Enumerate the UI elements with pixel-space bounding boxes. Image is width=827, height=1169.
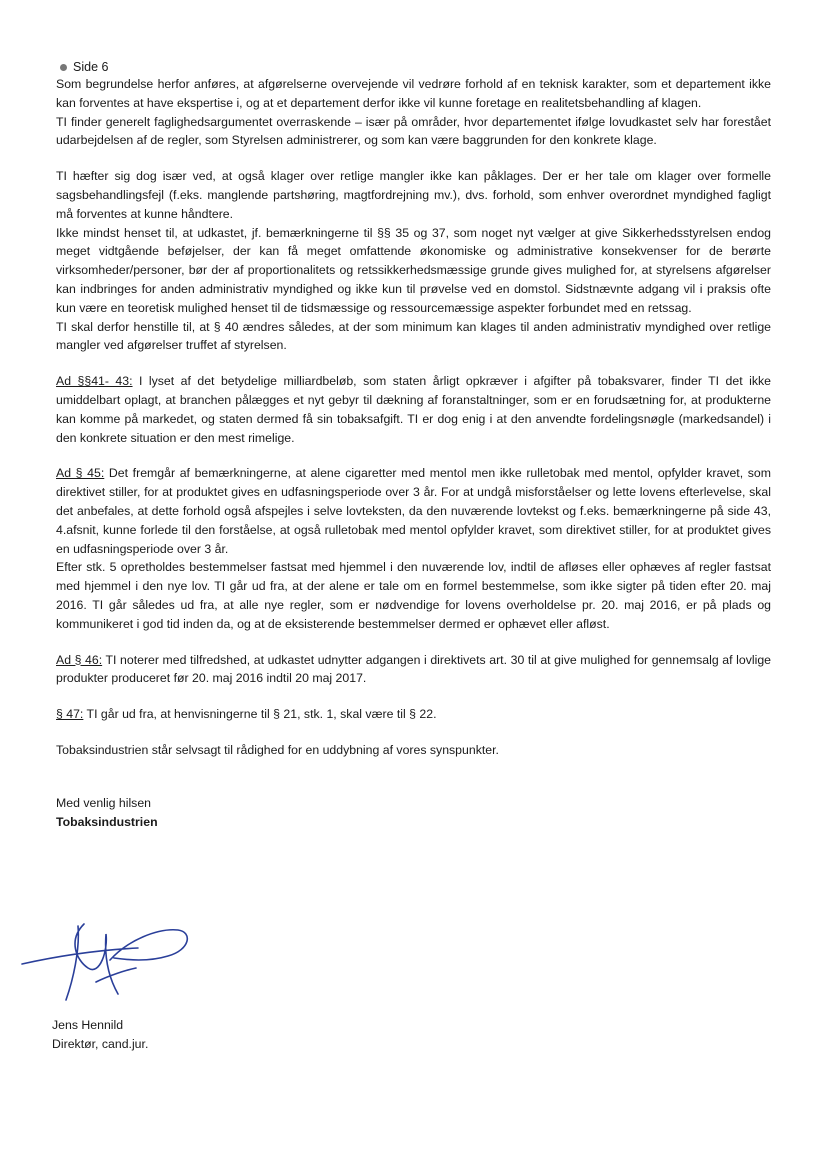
paragraph-11: Tobaksindustrien står selvsagt til rådighed for en uddybning af vores synspunkter. [56,742,499,757]
page-label: Side 6 [73,60,109,74]
paragraph-4: Ikke mindst henset til, at udkastet, jf. bemærkningerne til §§ 35 og 37, som noget nyt vælger at give Sikkerhedsstyrelsen endog meget vidtgående beføjelser, der kan få meget omfattende økonomiske og administrative konsekvenser for de berørte virksomheder/personer, bør der af proportionalitets og retssikkerhedsmæssige grunde gives mulighed for, at styrelsens afgørelser kan indbringes for anden administrativ myndighed og ikke kun til prøvelse ved en domstol. Sidstnævnte adgang vil i praksis ofte kun være en teoretisk mulighed henset til de tidsmæssige og ressourcemæssige aspekter forbundet med en retssag. [56,225,771,315]
paragraph-text: TI noterer med tilfredshed, at udkastet udnytter adgangen i direktivets art. 30 til at give mulighed for gennemsalg af lovlige produkter produceret før 20. maj 2016 indtil 20 maj 2017. [56,652,771,686]
paragraph-6 [56,372,771,447]
paragraph-2: TI finder generelt faglighedsargumentet overraskende – især på områder, hvor departementet ifølge lovudkastet selv har forestået udarbejdelsen af de regler, som Styrelsen administrerer, og som kan være baggrunden for den konkrete klage. [56,114,771,148]
paragraph-3: TI hæfter sig dog især ved, at også klager over retlige mangler ikke kan påklages. Der er her tale om klager over formelle sagsbehandlingsfejl (f.eks. manglende partshøring, magtfordrejning mv.), dvs. forhold, som enhver overordnet myndighed fagligt må forventes at kunne håndtere. [56,169,771,221]
paragraph-text: Det fremgår af bemærkningerne, at alene cigaretter med mentol men ikke rulletobak med mentol, opfylder kravet, som direktivet stiller, for at produktet gives en udfasningsperiode over 3 år. For at undgå misforståelser og lette lovens efterlevelse, skal det anbefales, at dette forhold også afspejles i selve lovteksten, da den nuværende lovtekst og f.eks. bemærkningerne på side 43, 4.afsnit, kunne forlede til den forståelse, at også rulletobak med mentol opfylder kravet, som direktivet stiller, for at produktet gives en udfasningsperiode over 3 år. [56,466,771,556]
page-header [56,60,771,74]
letter-page [56,60,771,831]
paragraph-10 [56,705,771,724]
handwritten-signature [18,920,218,1030]
signer-name: Jens Hennild [52,1018,124,1032]
organization-name: Tobaksindustrien [56,814,158,829]
section-label: Ad § 45: [56,466,105,481]
section-label: Ad § 46: [56,652,103,667]
bullet-icon [60,64,67,71]
paragraph-8: Efter stk. 5 opretholdes bestemmelser fastsat med hjemmel i den nuværende lov, indtil de afløses eller ophæves af regler fastsat med hjemmel i den nye lov. TI går ud fra, at der alene er tale om en formel bestemmelse, som ikke sigter på tiden efter 20. maj 2016. TI går således ud fra, at alle nye regler, som er nødvendige for lovens overholdelse pr. 20. maj 2016, er på plads og kommunikeret i god tid inden da, og at de eksisterende bestemmelser dermed er ophævet eller afløst. [56,560,771,631]
section-label: Ad §§41- 43: [56,374,133,389]
greeting: Med venlig hilsen [56,795,152,810]
paragraph-1: Som begrundelse herfor anføres, at afgørelserne overvejende vil vedrøre forhold af en teknisk karakter, som et departement ikke kan forventes at have ekspertise i, og at et departement derfor ikke vil kunne foretage en realitetsbehandling af klagen. [56,77,771,110]
section-label: § 47: [56,707,84,722]
paragraph-5: TI skal derfor henstille til, at § 40 ændres således, at der som minimum kan klages til anden administrativ myndighed over retlige mangler ved afgørelser truffet af styrelsen. [56,319,771,353]
signoff [56,794,771,832]
signer-block [52,1016,148,1054]
signer-title: Direktør, cand.jur. [52,1037,149,1051]
paragraph-text: I lyset af det betydelige milliardbeløb, som staten årligt opkræver i afgifter på tobaksvarer, finder TI det ikke umiddelbart oplagt, at branchen pålægges et nyt gebyr til dækning af foranstaltninger, som er en forudsætning for, at produkterne kan komme på markedet, og staten dermed få sin tobaksafgift. TI er dog enig i at den anvendte fordelingsnøgle (markedsandel) i den konkrete situation er den mest rimelige. [56,374,771,445]
paragraph-text: TI går ud fra, at henvisningerne til § 21, stk. 1, skal være til § 22. [83,707,437,722]
paragraph-9 [56,651,771,689]
paragraph-7 [56,464,771,558]
